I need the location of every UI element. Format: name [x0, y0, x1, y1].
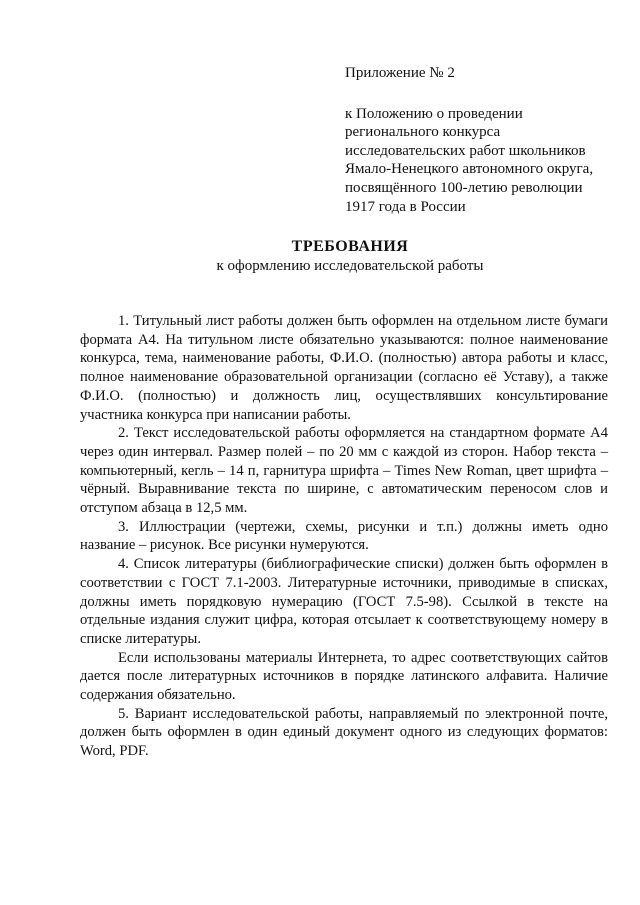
appendix-line: 1917 года в России — [345, 198, 466, 215]
appendix-line: к Положению о проведении — [345, 105, 523, 122]
appendix-line: исследовательских работ школьников — [345, 142, 586, 159]
paragraph-text-format: 2. Текст исследовательской работы оформляется на стандартном формате А4 через один интервал. Размер полей – по 20 мм с каждой из сторон. Набор текста – компьютерный, кегль – 14 п, гарнитура шрифта – Times New Roman, цвет шрифта – чёрный. Выравнивание текста по ширине, с автоматическим переносом слов и отступом абзаца в 12,5 мм. — [80, 425, 608, 517]
appendix-note — [345, 64, 630, 216]
appendix-line: Ямало-Ненецкого автономного округа, — [345, 161, 594, 178]
requirements-body — [80, 312, 608, 761]
paragraph-illustrations: 3. Иллюстрации (чертежи, схемы, рисунки и т.п.) должны иметь одно название – рисунок. Все рисунки нумеруются. — [80, 518, 608, 554]
paragraph-bibliography: 4. Список литературы (библиографические списки) должен быть оформлен в соответствии с ГОСТ 7.1-2003. Литературные источники, приводимые в списках, должны иметь порядковую нумерацию (ГОСТ 7.5-98). Ссылкой в тексте на отдельные издания служит цифра, которая отсылает к соответствующему номеру в списке литературы. — [80, 556, 608, 647]
appendix-title: Приложение № 2 — [345, 65, 455, 81]
document-subtitle: к оформлению исследовательской работы — [216, 258, 484, 274]
appendix-line: посвящённого 100-летию революции — [345, 179, 583, 196]
document-title: ТРЕБОВАНИЯ — [291, 238, 409, 255]
paragraph-electronic-format: 5. Вариант исследовательской работы, направляемый по электронной почте, должен быть оформлен в один единый документ одного из следующих форматов: Word, PDF. — [80, 705, 608, 760]
paragraph-title-page: 1. Титульный лист работы должен быть оформлен на отдельном листе бумаги формата А4. На титульном листе обязательно указываются: полное наименование конкурса, тема, наименование работы, Ф.И.О. (полностью) автора работы и класс, полное наименование образовательной организации (согласно её Уставу), а также Ф.И.О. (полностью) и должность лиц, осуществлявших консультирование участника конкурса при написании работы. — [80, 313, 608, 423]
appendix-line: регионального конкурса — [345, 124, 501, 141]
paragraph-internet-sources: Если использованы материалы Интернета, то адрес соответствующих сайтов дается после литературных источников в порядке латинского алфавита. Наличие содержания обязательно. — [80, 649, 608, 704]
